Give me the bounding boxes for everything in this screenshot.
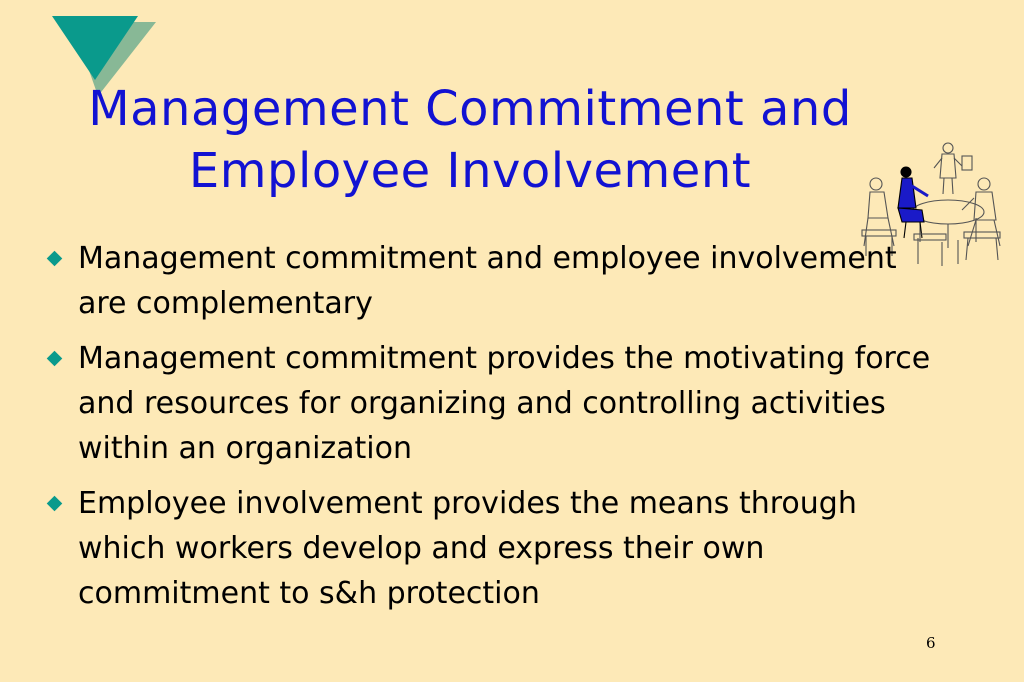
bullet-text: Management commitment provides the motivating force and resources for organizing and controlling activities within an organization [78,341,931,466]
title-line-1: Management Commitment and [88,81,852,137]
diamond-bullet-icon [47,251,63,267]
bullet-list [44,236,944,626]
bullet-item-employee-involvement [44,481,944,616]
bullet-text: Management commitment and employee involvement are complementary [78,241,897,321]
slide-title [0,78,940,202]
diamond-bullet-icon [47,496,63,512]
bullet-item-motivating-force [44,336,944,471]
title-line-2: Employee Involvement [188,143,752,199]
slide-number: 6 [926,634,936,652]
bullet-text: Employee involvement provides the means through which workers develop and express their own commitment to s&h protection [78,486,857,611]
diamond-bullet-icon [47,351,63,367]
bullet-item-complementary [44,236,944,326]
